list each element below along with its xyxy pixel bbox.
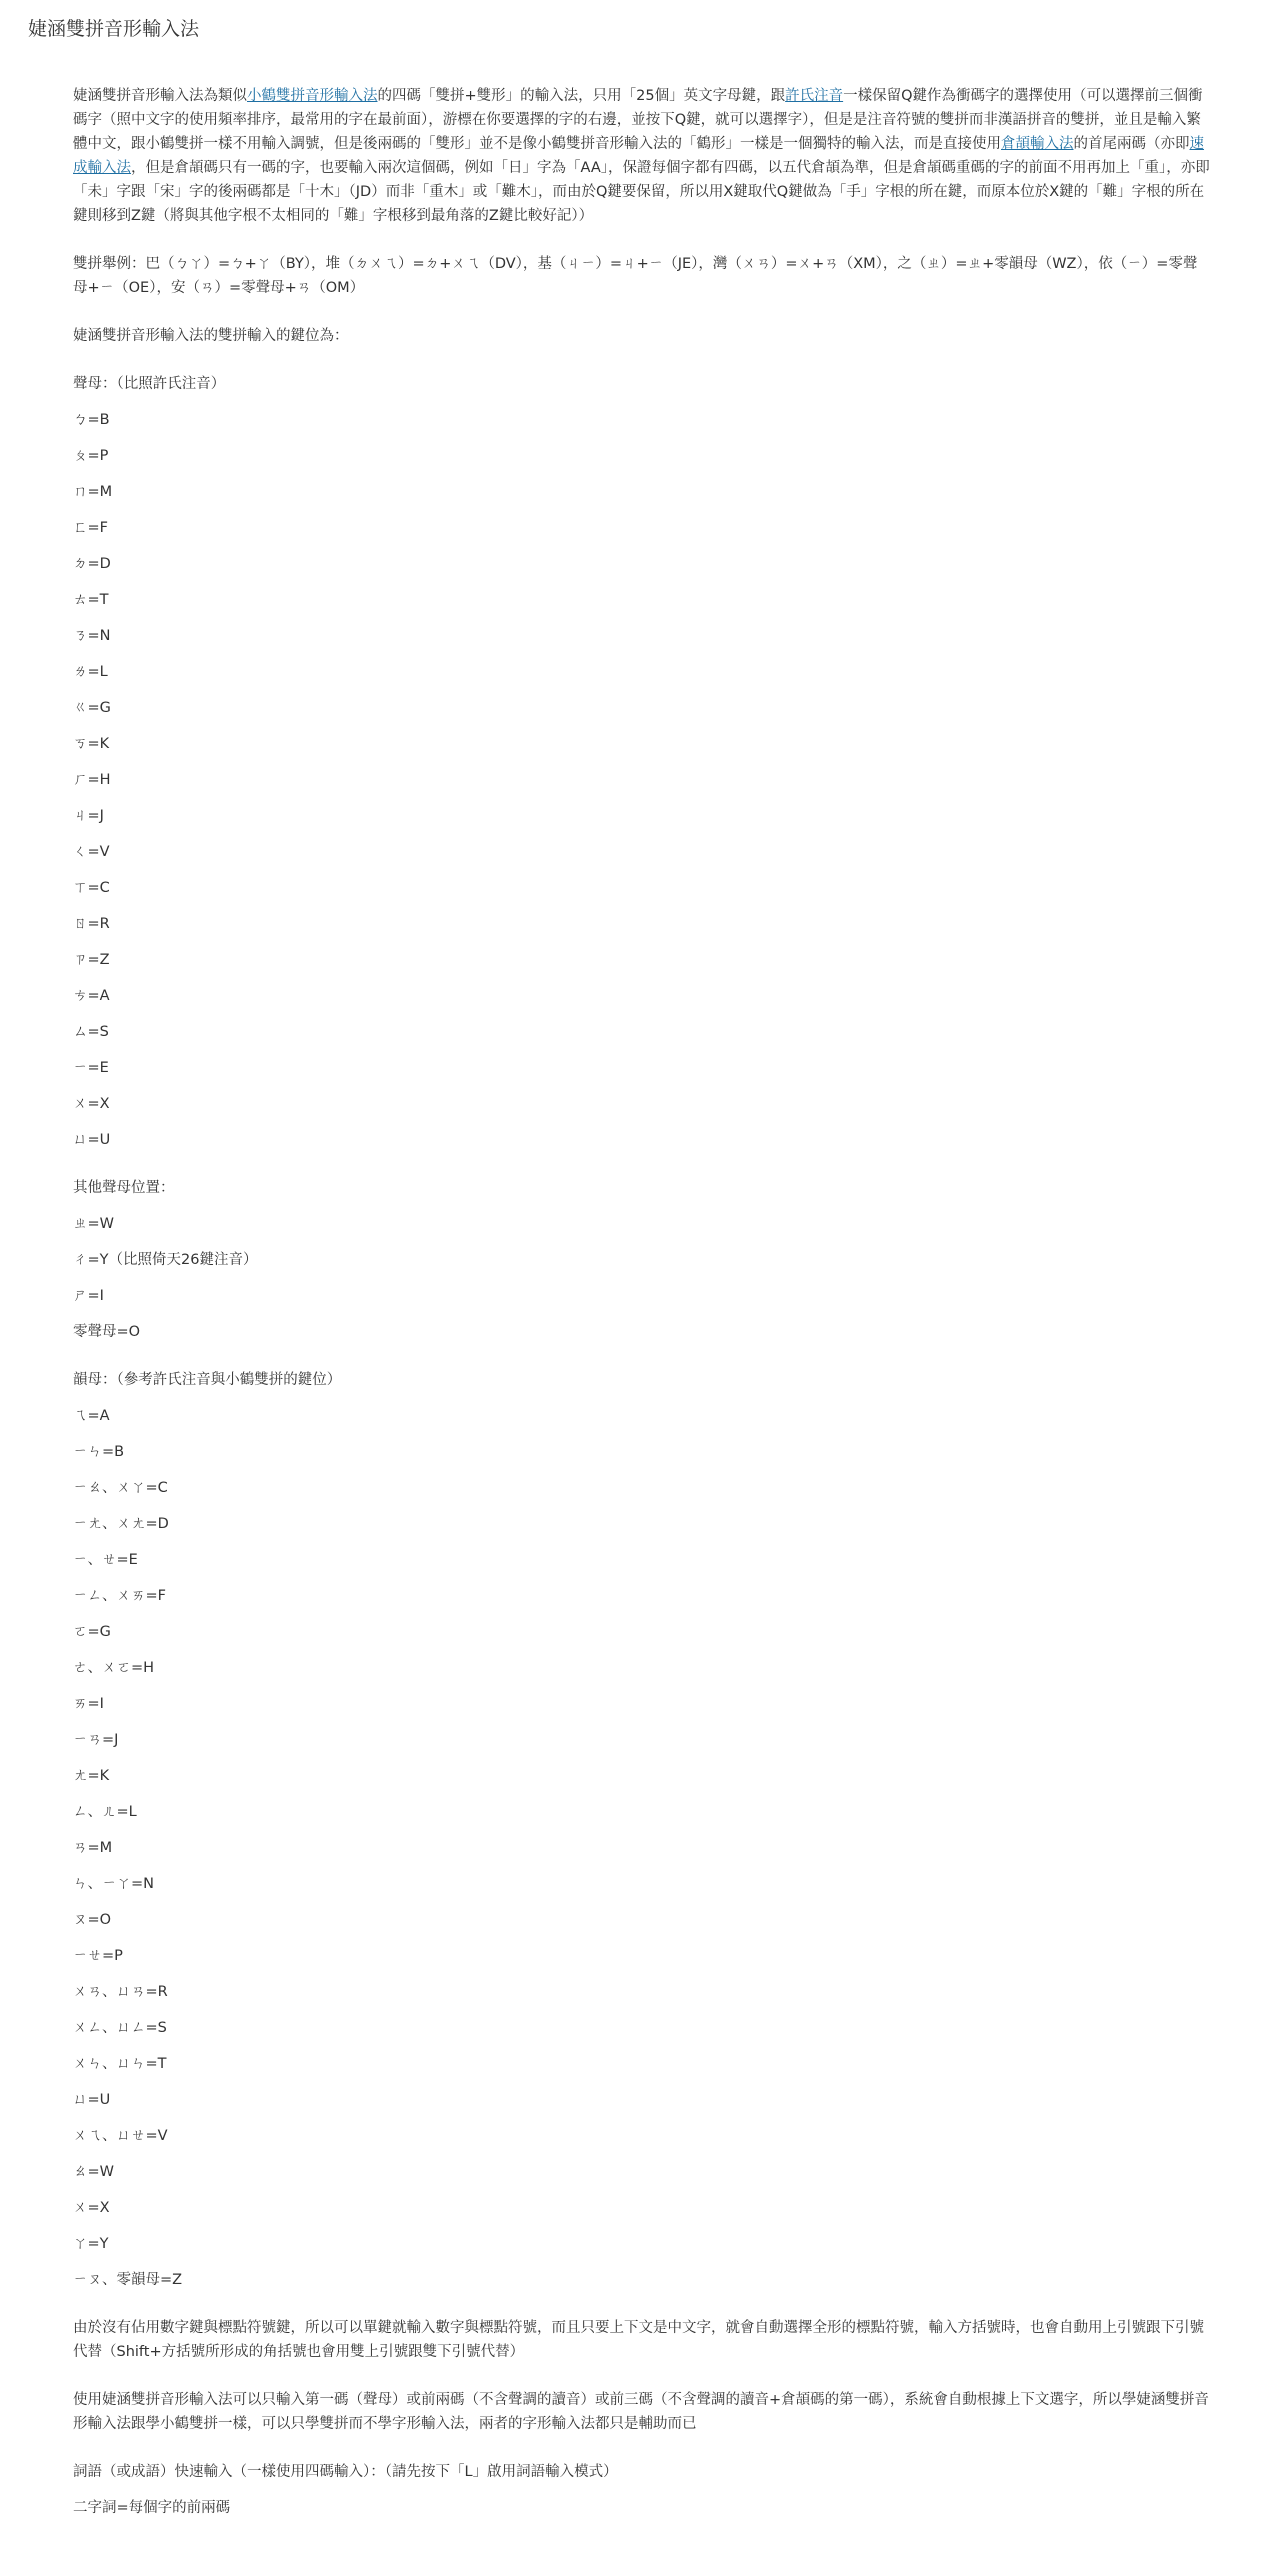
final-key-mapping: ㄚ=Y — [73, 2236, 109, 2252]
intro-paragraph — [73, 84, 1210, 228]
final-key-mapping: ㄡ=O — [73, 1912, 112, 1928]
final-key-mapping: ㄢ=M — [73, 1840, 113, 1856]
intro-link[interactable]: 速成輸入法 — [73, 136, 1204, 176]
final-key-mapping: ㄠ=W — [73, 2164, 114, 2180]
initial-key-mapping: ㄇ=M — [73, 484, 113, 500]
initial-key-mapping: ㄗ=Z — [73, 952, 110, 968]
final-key-mapping: ㄧㄣ=B — [73, 1444, 125, 1460]
final-key-mapping: ㄥ、ㄦ=L — [73, 1804, 137, 1820]
other-initial-key-mapping: ㄓ=W — [73, 1216, 114, 1232]
initial-key-mapping: ㄉ=D — [73, 556, 111, 572]
final-key-mapping: ㄣ、ㄧㄚ=N — [73, 1876, 154, 1892]
final-key-mapping: ㄧ、ㄝ=E — [73, 1552, 138, 1568]
intro-text: ，但是倉頡碼只有一碼的字，也要輸入兩次這個碼，例如「日」字為「AA」，保證每個字都有四碼，以五代倉頡為準，但是倉頡碼重碼的字的前面不用再加上「重」，亦即「未」字跟「宋」字的後兩碼都是「十木」（JD）而非「重木」或「難木」，而由於Q鍵要保留，所以用X鍵取代Q鍵做為「手」字根的所在鍵，而原本位於X鍵的「難」字根的所在鍵則移到Z鍵（將與其他字根不太相同的「難」字根移到最角落的Z鍵比較好記）） — [73, 160, 1210, 224]
key-intro: 婕涵雙拼音形輸入法的雙拼輸入的鍵位為： — [73, 328, 349, 344]
intro-text: 的首尾兩碼（亦即 — [1073, 136, 1190, 152]
initial-key-mapping: ㄅ=B — [73, 412, 110, 428]
other-initials-list — [73, 1212, 1210, 1344]
final-key-mapping: ㄧㄥ、ㄨㄞ=F — [73, 1588, 166, 1604]
initial-key-mapping: ㄏ=H — [73, 772, 111, 788]
initial-key-mapping: ㄨ=X — [73, 1096, 110, 1112]
punctuation-paragraph: 由於沒有佔用數字鍵與標點符號鍵，所以可以單鍵就輸入數字與標點符號，而且只要上下文是中文字，就會自動選擇全形的標點符號，輸入方括號時，也會自動用上引號跟下引號代替（Shift+方括號所形成的角括號也會用雙上引號跟雙下引號代替） — [73, 2320, 1204, 2360]
initials-heading: 聲母：（比照許氏注音） — [73, 376, 226, 392]
article-body — [73, 84, 1210, 2532]
final-key-mapping: ㄧㄠ、ㄨㄚ=C — [73, 1480, 168, 1496]
final-key-mapping: ㄨㄟ、ㄩㄝ=V — [73, 2128, 168, 2144]
intro-text: 的四碼「雙拼+雙形」的輸入法，只用「25個」英文字母鍵，跟 — [377, 88, 786, 104]
other-initial-key-mapping: ㄕ=I — [73, 1288, 104, 1304]
initials-list — [73, 408, 1210, 1152]
initial-key-mapping: ㄊ=T — [73, 592, 109, 608]
final-key-mapping: ㄧㄤ、ㄨㄤ=D — [73, 1516, 169, 1532]
initial-key-mapping: ㄌ=L — [73, 664, 108, 680]
initial-key-mapping: ㄑ=V — [73, 844, 110, 860]
phrase-input-heading: 詞語（或成語）快速輸入（一樣使用四碼輸入）：（請先按下「L」啟用詞語輸入模式） — [73, 2464, 618, 2480]
final-key-mapping: ㄨㄢ、ㄩㄢ=R — [73, 1984, 168, 2000]
other-initials-heading: 其他聲母位置： — [73, 1180, 175, 1196]
initial-key-mapping: ㄙ=S — [73, 1024, 109, 1040]
intro-text: 一樣保留Q鍵作為衝碼字的選擇使用（可以選擇前三個衝碼字（照中文字的使用頻率排序，最常用的字在最前面），游標在你要選擇的字的右邊，並按下Q鍵，就可以選擇字），但是是注音符號的雙拼而非漢語拼音的雙拼，並且是輸入繁體中文，跟小鶴雙拼一樣不用輸入調號，但是後兩碼的「雙形」並不是像小鶴雙拼音形輸入法的「鶴形」一樣是一個獨特的輸入法，而是直接使用 — [73, 88, 1203, 152]
page-title: 婕涵雙拼音形輸入法 — [28, 18, 200, 40]
final-key-mapping: ㄨㄥ、ㄩㄥ=S — [73, 2020, 167, 2036]
other-initial-key-mapping: ㄔ=Y（比照倚天26鍵注音） — [73, 1252, 258, 1268]
initial-key-mapping: ㄆ=P — [73, 448, 109, 464]
intro-link[interactable]: 小鶴雙拼音形輸入法 — [247, 88, 378, 104]
final-key-mapping: ㄨㄣ、ㄩㄣ=T — [73, 2056, 167, 2072]
final-key-mapping: ㄧㄝ=P — [73, 1948, 123, 1964]
final-key-mapping: ㄤ=K — [73, 1768, 110, 1784]
final-key-mapping: ㄟ=A — [73, 1408, 110, 1424]
final-key-mapping: ㄧㄢ=J — [73, 1732, 119, 1748]
initial-key-mapping: ㄧ=E — [73, 1060, 109, 1076]
initial-key-mapping: ㄈ=F — [73, 520, 108, 536]
finals-heading: 韻母：（參考許氏注音與小鶴雙拼的鍵位） — [73, 1372, 342, 1388]
final-key-mapping: ㄞ=I — [73, 1696, 104, 1712]
usage-paragraph: 使用婕涵雙拼音形輸入法可以只輸入第一碼（聲母）或前兩碼（不含聲調的讀音）或前三碼（不含聲調的讀音+倉頡碼的第一碼），系統會自動根據上下文選字，所以學婕涵雙拼音形輸入法跟學小鶴雙拼一樣，可以只學雙拼而不學字形輸入法，兩者的字形輸入法都只是輔助而已 — [73, 2392, 1209, 2432]
initial-key-mapping: ㄩ=U — [73, 1132, 111, 1148]
example-paragraph: 雙拼舉例：巴（ㄅㄚ）=ㄅ+ㄚ（BY），堆（ㄉㄨㄟ）=ㄉ+ㄨㄟ（DV），基（ㄐㄧ）=ㄐ+ㄧ（JE），灣（ㄨㄢ）=ㄨ+ㄢ（XM），之（ㄓ）=ㄓ+零韻母（WZ），依（ㄧ）=零聲母+ㄧ（OE），安（ㄢ）=零聲母+ㄢ（OM） — [73, 256, 1198, 296]
final-key-mapping: ㄨ=X — [73, 2200, 110, 2216]
initial-key-mapping: ㄒ=C — [73, 880, 110, 896]
final-key-mapping: ㄜ、ㄨㄛ=H — [73, 1660, 155, 1676]
finals-list — [73, 1404, 1210, 2292]
initial-key-mapping: ㄎ=K — [73, 736, 110, 752]
final-key-mapping: ㄩ=U — [73, 2092, 111, 2108]
initial-key-mapping: ㄘ=A — [73, 988, 110, 1004]
initial-key-mapping: ㄍ=G — [73, 700, 111, 716]
two-char-phrase-rule: 二字詞=每個字的前兩碼 — [73, 2500, 231, 2516]
other-initial-key-mapping: 零聲母=O — [73, 1324, 141, 1340]
final-key-mapping: ㄧㄡ、零韻母=Z — [73, 2272, 183, 2288]
initial-key-mapping: ㄋ=N — [73, 628, 111, 644]
final-key-mapping: ㄛ=G — [73, 1624, 111, 1640]
initial-key-mapping: ㄐ=J — [73, 808, 104, 824]
intro-text: 婕涵雙拼音形輸入法為類似 — [73, 88, 247, 104]
initial-key-mapping: ㄖ=R — [73, 916, 110, 932]
intro-link[interactable]: 倉頡輸入法 — [1001, 136, 1074, 152]
intro-link[interactable]: 許氏注音 — [785, 88, 844, 104]
